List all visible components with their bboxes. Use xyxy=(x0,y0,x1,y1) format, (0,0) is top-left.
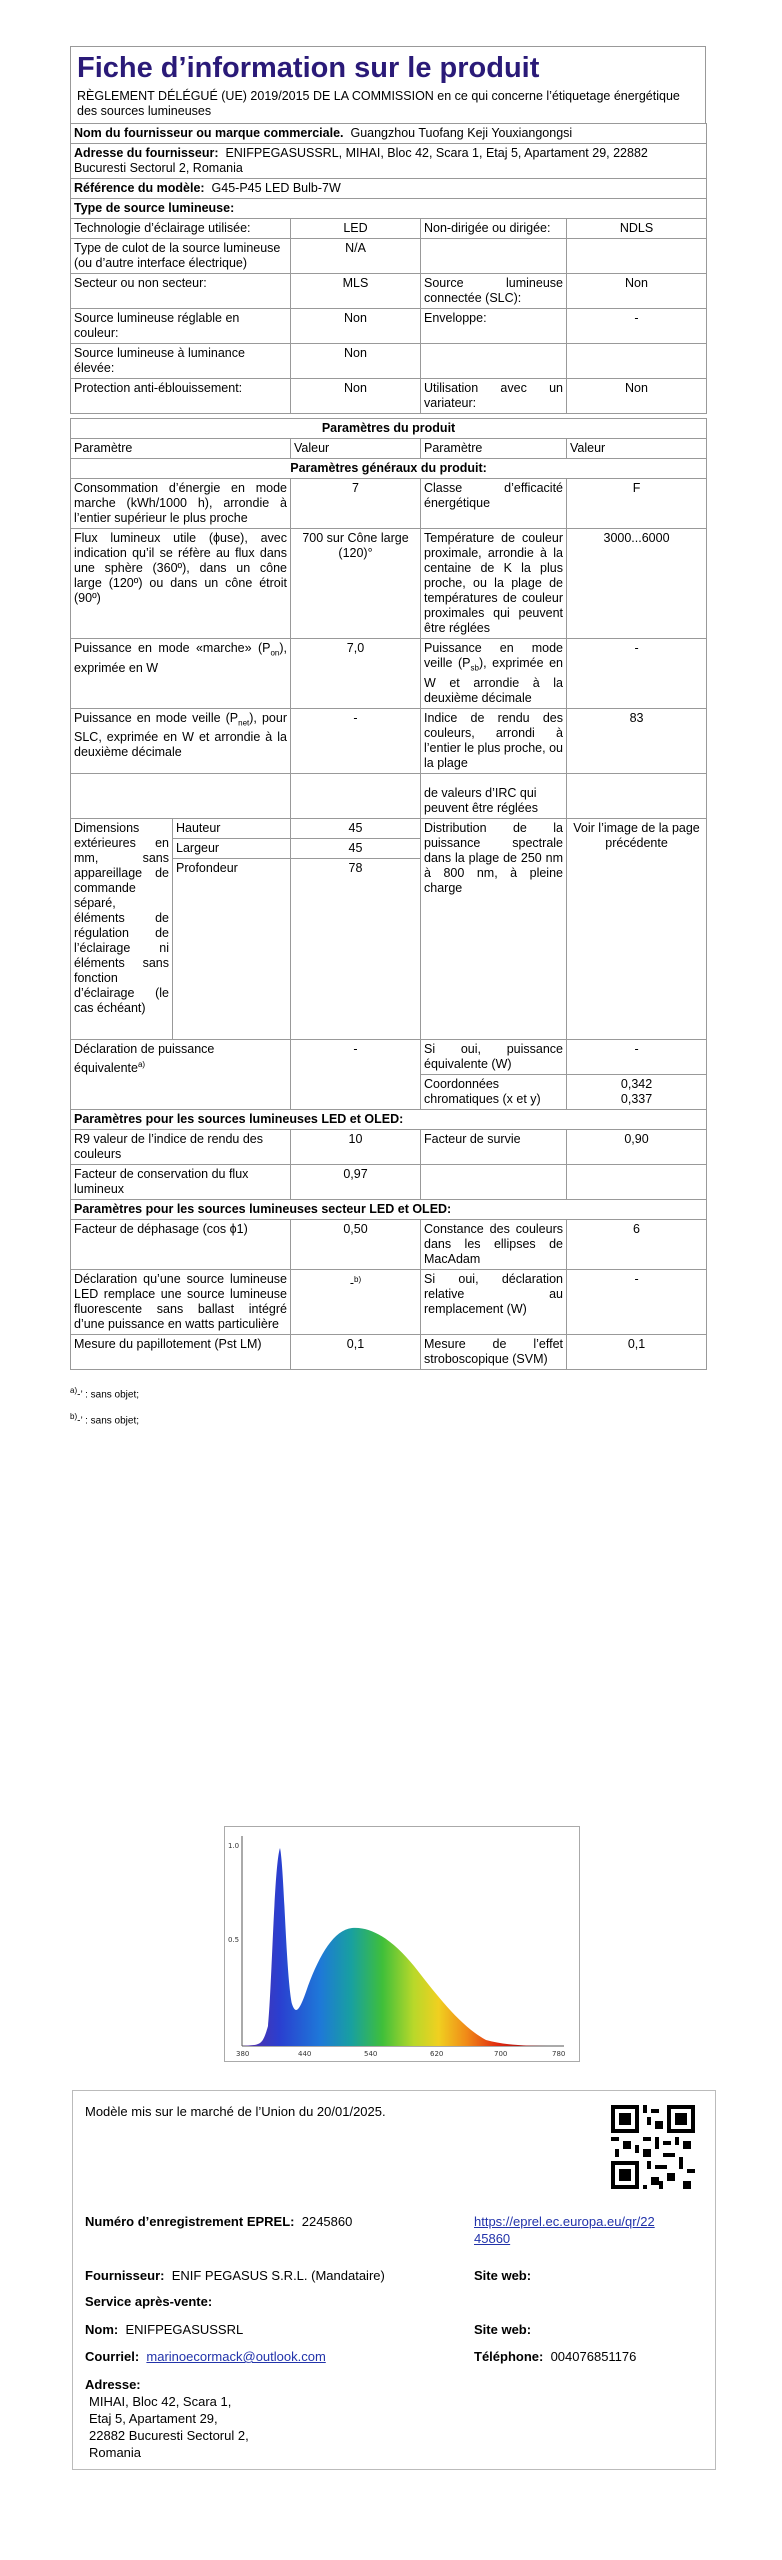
equiv-power-label: Si oui, puissance équivalente (W) xyxy=(421,1039,567,1074)
type-row xyxy=(71,239,707,274)
supplier-row: Fournisseur: ENIF PEGASUS S.R.L. (Mandataire) xyxy=(85,2268,385,2283)
replace-value: -$^{b)}$ xyxy=(291,1269,421,1334)
width-value: 45 xyxy=(291,838,421,858)
type-row-value: Non xyxy=(291,379,421,414)
param-row-continued xyxy=(71,773,707,818)
mains-section-row xyxy=(71,1199,707,1219)
depth-label: Profondeur xyxy=(173,858,291,1039)
replace-label: Déclaration qu’une source lumineuse LED remplace une source lumineuse fluorescente sans ballast intégré d’une puissance en watts particulière xyxy=(71,1269,291,1334)
column-header: Valeur xyxy=(567,439,707,459)
param-row xyxy=(71,1334,707,1369)
market-text: Modèle mis sur le marché de l’Union du 20/01/2025. xyxy=(85,2104,386,2119)
type-row-value: MLS xyxy=(291,274,421,309)
type-row xyxy=(71,379,707,414)
supplier-table xyxy=(70,123,707,414)
footnote: $^{a)}$-’ : sans objet; xyxy=(70,1385,140,1400)
led-section-title: Paramètres pour les sources lumineuses LED et OLED: xyxy=(71,1109,707,1129)
x-tick-label: 700 xyxy=(494,2050,508,2058)
spd-label: Distribution de la puissance spectrale dans la plage de 250 nm à 800 nm, à pleine charge xyxy=(421,818,567,1039)
parameters-section-title: Paramètres du produit xyxy=(71,419,707,439)
type-row-value: Non xyxy=(567,274,707,309)
phone-row: Téléphone: 004076851176 xyxy=(474,2349,637,2364)
param-row xyxy=(71,1039,707,1074)
type-row-value: - xyxy=(567,309,707,344)
model-label: Référence du modèle: xyxy=(74,181,205,195)
type-row-label xyxy=(421,344,567,379)
supplier-name-value: Guangzhou Tuofang Keji Youxiangongsi xyxy=(350,126,573,140)
class-label: Classe d’efficacité énergétique xyxy=(421,479,567,529)
type-row-label: Source lumineuse à luminance élevée: xyxy=(71,344,291,379)
website2-label: Site web: xyxy=(474,2322,532,2337)
cri-label-continued: de valeurs d’IRC qui peuvent être réglées xyxy=(421,773,567,818)
width-label: Largeur xyxy=(173,838,291,858)
type-row-label: Enveloppe: xyxy=(421,309,567,344)
on-power-label: Puissance en mode «marche» $(P_{on})$, exprimée en W xyxy=(71,639,291,709)
type-row-label xyxy=(421,239,567,274)
spectral-distribution-image xyxy=(224,1826,580,2062)
param-row xyxy=(71,1219,707,1269)
type-row xyxy=(71,219,707,239)
product-information-sheet xyxy=(70,46,706,1432)
parameters-section-row xyxy=(71,419,707,439)
general-section-title: Paramètres généraux du produit: xyxy=(71,459,707,479)
type-row-label: Utilisation avec un variateur: xyxy=(421,379,567,414)
type-row-label: Type de culot de la source lumineuse (ou d’autre interface électrique) xyxy=(71,239,291,274)
column-header: Valeur xyxy=(291,439,421,459)
type-row-value xyxy=(567,344,707,379)
param-row xyxy=(71,529,707,639)
service-name-row: Nom: ENIFPEGASUSSRL xyxy=(85,2322,244,2337)
title-box xyxy=(70,46,706,123)
type-heading: Type de source lumineuse: xyxy=(71,199,707,219)
cri-label: Indice de rendu des couleurs, arrondi à l’entier le plus proche, ou la plage xyxy=(421,708,567,773)
equiv-value: - xyxy=(291,1039,421,1109)
survival-value: 0,90 xyxy=(567,1129,707,1164)
x-tick-label: 440 xyxy=(298,2050,312,2058)
general-section-row xyxy=(71,459,707,479)
type-row-value: NDLS xyxy=(567,219,707,239)
type-row-value: Non xyxy=(291,309,421,344)
phase-value: 0,50 xyxy=(291,1219,421,1269)
mains-section-title: Paramètres pour les sources lumineuses secteur LED et OLED: xyxy=(71,1199,707,1219)
survival-label: Facteur de survie xyxy=(421,1129,567,1164)
replace-watt-value: - xyxy=(567,1269,707,1334)
supplier-name-label: Nom du fournisseur ou marque commerciale. xyxy=(74,126,344,140)
cct-label: Température de couleur proximale, arrondie à la centaine de K la plus proche, ou la plage de températures de couleur proximales qui peuvent être réglées xyxy=(421,529,567,639)
footnotes xyxy=(70,1380,706,1433)
spd-value: Voir l’image de la page précédente xyxy=(567,818,707,1039)
type-row xyxy=(71,309,707,344)
dimensions-label: Dimensions extérieures en mm, sans appareillage de commande séparé, éléments de régulation de l’éclairage ni éléments sans fonction d’éclairage (le cas échéant) xyxy=(71,818,173,1039)
phase-label: Facteur de déphasage (cos ϕ1) xyxy=(71,1219,291,1269)
supplier-address-label: Adresse du fournisseur: xyxy=(74,146,219,160)
flicker-label: Mesure du papillotement (Pst LM) xyxy=(71,1334,291,1369)
depth-value: 78 xyxy=(291,858,421,1039)
type-row-label: Secteur ou non secteur: xyxy=(71,274,291,309)
type-row-label: Protection anti-éblouissement: xyxy=(71,379,291,414)
service-label: Service après-vente: xyxy=(85,2294,213,2309)
on-power-value: 7,0 xyxy=(291,639,421,709)
consumption-value: 7 xyxy=(291,479,421,529)
regulation-text: RÈGLEMENT DÉLÉGUÉ (UE) 2019/2015 DE LA COMMISSION en ce qui concerne l’étiquetage énergétique des sources lumineuses xyxy=(77,89,680,118)
param-row xyxy=(71,1129,707,1164)
y-tick-label: 1.0 xyxy=(228,1842,240,1850)
flux-maint-value: 0,97 xyxy=(291,1164,421,1199)
led-section-row xyxy=(71,1109,707,1129)
type-row-label: Non-dirigée ou dirigée: xyxy=(421,219,567,239)
flicker-value: 0,1 xyxy=(291,1334,421,1369)
column-header: Paramètre xyxy=(71,439,291,459)
cri-value: 83 xyxy=(567,708,707,773)
param-row xyxy=(71,639,707,709)
page-title: Fiche d’information sur le produit xyxy=(77,52,540,84)
type-row xyxy=(71,274,707,309)
r9-label: R9 valeur de l’indice de rendu des couleurs xyxy=(71,1129,291,1164)
spectrum-chart xyxy=(224,1826,580,2062)
height-value: 45 xyxy=(291,818,421,838)
mail-link[interactable]: marinoecormack@outlook.com xyxy=(146,2349,326,2364)
x-tick-label: 780 xyxy=(552,2050,566,2058)
type-row-value: Non xyxy=(567,379,707,414)
flux-maint-label: Facteur de conservation du flux lumineux xyxy=(71,1164,291,1199)
address-label: Adresse: xyxy=(85,2377,141,2392)
mail-row: Courriel: marinoecormack@outlook.com xyxy=(85,2349,326,2364)
registration-row: Numéro d’enregistrement EPREL: 2245860 xyxy=(85,2214,353,2229)
r9-value: 10 xyxy=(291,1129,421,1164)
type-heading-row xyxy=(71,199,707,219)
param-row xyxy=(71,818,707,838)
flux-value: 700 sur Cône large (120)° xyxy=(291,529,421,639)
standby-label: Puissance en mode veille $(P_{sb})$, exprimée en W et arrondie à la deuxième décimale xyxy=(421,639,567,709)
flux-label: Flux lumineux utile (ϕuse), avec indication qu’il se réfère au flux dans une sphère (360º), dans un cône large (120º) ou dans un cône étroit (90º) xyxy=(71,529,291,639)
svm-label: Mesure de l’effet stroboscopique (SVM) xyxy=(421,1334,567,1369)
x-tick-label: 620 xyxy=(430,2050,444,2058)
replace-watt-label: Si oui, déclaration relative au remplacement (W) xyxy=(421,1269,567,1334)
consumption-label: Consommation d’énergie en mode marche (kWh/1000 h), arrondie à l’entier supérieur le plus proche xyxy=(71,479,291,529)
supplier-address-row xyxy=(71,144,707,179)
parameters-header-row xyxy=(71,439,707,459)
footnote: $^{b)}$-’ : sans objet; xyxy=(70,1411,140,1427)
equiv-power-value: - xyxy=(567,1039,707,1074)
qr-code-icon[interactable] xyxy=(611,2105,695,2189)
model-value: G45-P45 LED Bulb-7W xyxy=(211,181,341,195)
eprel-link[interactable]: https://eprel.ec.europa.eu/qr/22 45860 xyxy=(474,2214,655,2246)
column-header: Paramètre xyxy=(421,439,567,459)
parameters-table xyxy=(70,418,707,1370)
model-row xyxy=(71,179,707,199)
cct-value: 3000...6000 xyxy=(567,529,707,639)
net-standby-value: - xyxy=(291,708,421,773)
param-row xyxy=(71,708,707,773)
y-tick-label: 0.5 xyxy=(228,1936,240,1944)
svm-value: 0,1 xyxy=(567,1334,707,1369)
type-row-value: Non xyxy=(291,344,421,379)
supplier-address-value: ENIFPEGASUSSRL, MIHAI, Bloc 42, Scara 1, Etaj 5, Apartament 29, 22882 Bucuresti Sectorul 2, Romania xyxy=(74,146,648,175)
website-label: Site web: xyxy=(474,2268,532,2283)
class-value: F xyxy=(567,479,707,529)
macadam-value: 6 xyxy=(567,1219,707,1269)
x-tick-label: 380 xyxy=(236,2050,250,2058)
eprel-card xyxy=(72,2090,716,2470)
supplier-name-row xyxy=(71,124,707,144)
macadam-label: Constance des couleurs dans les ellipses de MacAdam xyxy=(421,1219,567,1269)
height-label: Hauteur xyxy=(173,818,291,838)
net-standby-label: Puissance en mode veille $(P_{net})$, pour SLC, exprimée en W et arrondie à la deuxième décimale xyxy=(71,708,291,773)
chroma-label: Coordonnées chromatiques (x et y) xyxy=(421,1074,567,1109)
type-row-value xyxy=(567,239,707,274)
x-tick-label: 540 xyxy=(364,2050,378,2058)
param-row xyxy=(71,1164,707,1199)
address-block: MIHAI, Bloc 42, Scara 1, Etaj 5, Apartament 29, 22882 Bucuresti Sectorul 2, Romania xyxy=(89,2394,249,2460)
equiv-label: Déclaration de puissance équivalente$^{a)}$ xyxy=(71,1039,291,1109)
type-row-label: Source lumineuse réglable en couleur: xyxy=(71,309,291,344)
type-row-label: Technologie d’éclairage utilisée: xyxy=(71,219,291,239)
type-row-label: Source lumineuse connectée (SLC): xyxy=(421,274,567,309)
chroma-value: 0,342 0,337 xyxy=(567,1074,707,1109)
standby-value: - xyxy=(567,639,707,709)
type-row-value: N/A xyxy=(291,239,421,274)
param-row xyxy=(71,479,707,529)
type-row xyxy=(71,344,707,379)
type-row-value: LED xyxy=(291,219,421,239)
param-row xyxy=(71,1269,707,1334)
